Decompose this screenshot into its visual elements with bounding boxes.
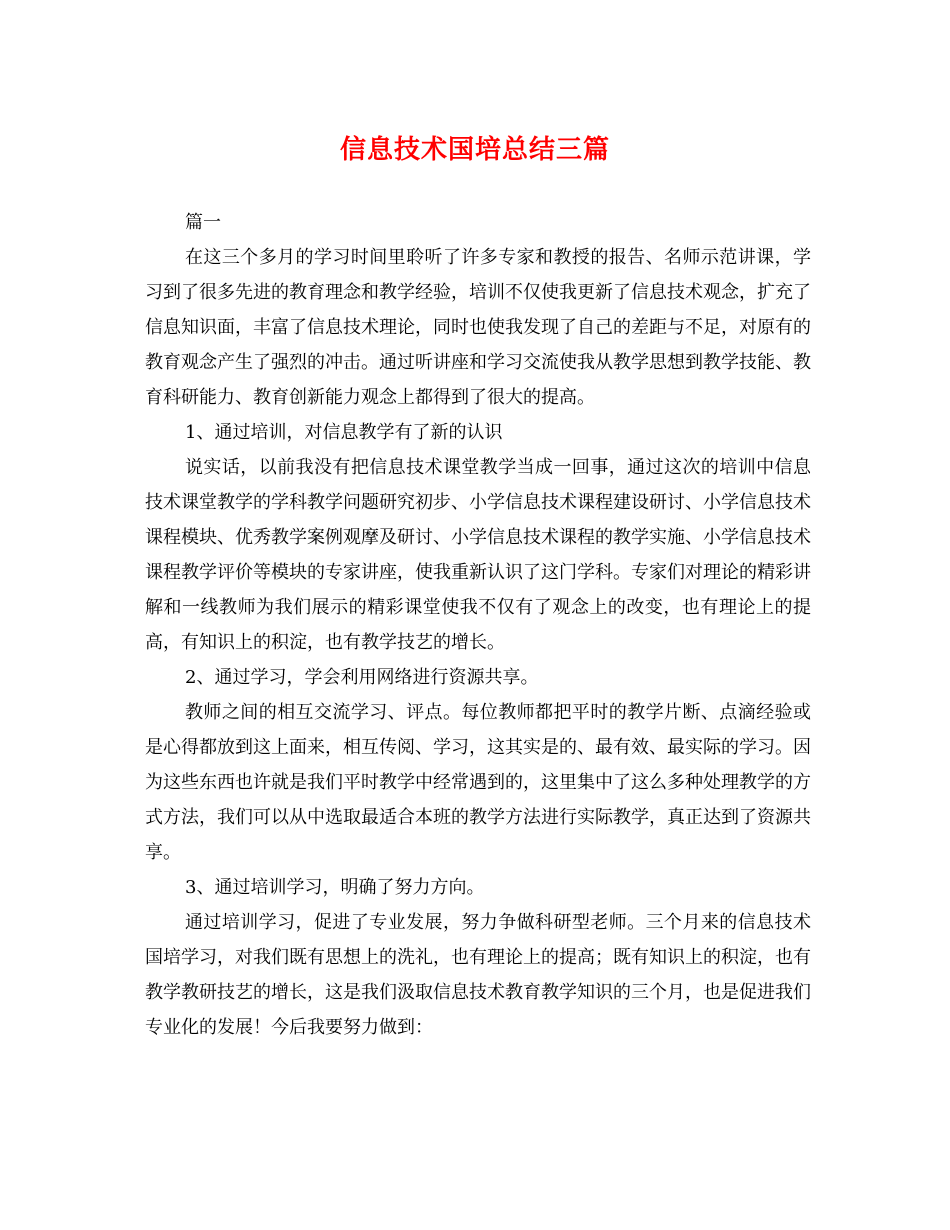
section-heading: 篇一 — [185, 212, 221, 233]
paragraph: 通过培训学习，促进了专业发展，努力争做科研型老师。三个月来的信息技术国培学习，对我们既有思想上的洗礼，也有理论上的提高；既有知识上的积淀，也有教学教研技艺的增长，这是我们汲取信息技术教育教学知识的三个月，也是促进我们专业化的发展！今后我要努力做到： — [145, 912, 811, 1038]
numbered-heading: 1、通过培训，对信息教学有了新的认识 — [185, 422, 503, 443]
numbered-heading: 3、通过培训学习，明确了努力方向。 — [185, 877, 485, 898]
paragraph: 在这三个多月的学习时间里聆听了许多专家和教授的报告、名师示范讲课，学习到了很多先进的教育理念和教学经验，培训不仅使我更新了信息技术观念，扩充了信息知识面，丰富了信息技术理论，同时也使我发现了自己的差距与不足，对原有的教育观念产生了强烈的冲击。通过听讲座和学习交流使我从教学思想到教学技能、教育科研能力、教育创新能力观念上都得到了很大的提高。 — [145, 247, 811, 408]
paragraph: 说实话，以前我没有把信息技术课堂教学当成一回事，通过这次的培训中信息技术课堂教学的学科教学问题研究初步、小学信息技术课程建设研讨、小学信息技术课程模块、优秀教学案例观摩及研讨、小学信息技术课程的教学实施、小学信息技术课程教学评价等模块的专家讲座，使我重新认识了这门学科。专家们对理论的精彩讲解和一线教师为我们展示的精彩课堂使我不仅有了观念上的改变，也有理论上的提高，有知识上的积淀，也有教学技艺的增长。 — [145, 457, 811, 653]
document-title: 信息技术国培总结三篇 — [339, 135, 610, 165]
paragraph: 教师之间的相互交流学习、评点。每位教师都把平时的教学片断、点滴经验或是心得都放到这上面来，相互传阅、学习，这其实是的、最有效、最实际的学习。因为这些东西也许就是我们平时教学中经常遇到的，这里集中了这么多种处理教学的方式方法，我们可以从中选取最适合本班的教学方法进行实际教学，真正达到了资源共享。 — [145, 702, 811, 863]
document-body — [145, 205, 811, 1045]
numbered-heading: 2、通过学习，学会利用网络进行资源共享。 — [185, 667, 539, 688]
